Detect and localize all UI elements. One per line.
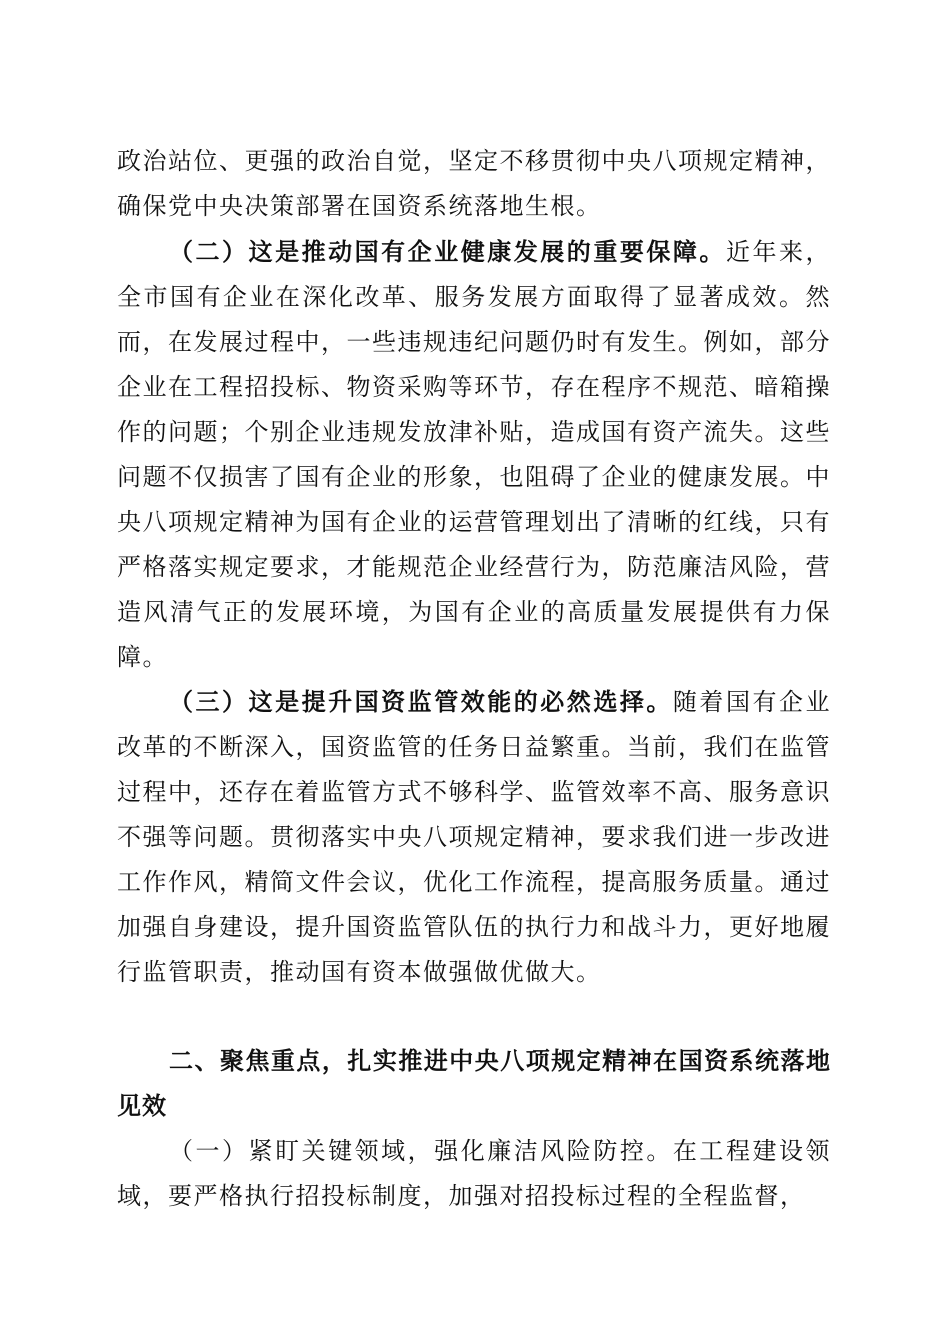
- section-3-lead: （三）这是提升国资监管效能的必然选择。: [169, 687, 673, 716]
- section-paragraph-3: [117, 679, 831, 995]
- section-paragraph-1: [117, 1129, 831, 1219]
- body-text: [117, 139, 831, 229]
- section-2-body: 近年来，全市国有企业在深化改革、服务发展方面取得了显著成效。然而，在发展过程中，一些违规违纪问题仍时有发生。例如，部分企业在工程招投标、物资采购等环节，存在程序不规范、暗箱操作的问题；个别企业违规发放津补贴，造成国有资产流失。这些问题不仅损害了国有企业的形象，也阻碍了企业的健康发展。中央八项规定精神为国有企业的运营管理划出了清晰的红线，只有严格落实规定要求，才能规范企业经营行为，防范廉洁风险，营造风清气正的发展环境，为国有企业的高质量发展提供有力保障。: [117, 238, 831, 671]
- continuation-paragraph: 政治站位、更强的政治自觉，坚定不移贯彻中央八项规定精神，确保党中央决策部署在国资系统落地生根。: [117, 147, 831, 220]
- section-3-block: [117, 679, 831, 995]
- section-2-lead: （二）这是推动国有企业健康发展的重要保障。: [169, 237, 726, 266]
- section-heading: 二、聚焦重点，扎实推进中央八项规定精神在国资系统落地见效: [117, 1047, 831, 1120]
- section-3-body: 随着国有企业改革的不断深入，国资监管的任务日益繁重。当前，我们在监管过程中，还存在着监管方式不够科学、监管效率不高、服务意识不强等问题。贯彻落实中央八项规定精神，要求我们进一步改进工作作风，精简文件会议，优化工作流程，提高服务质量。通过加强自身建设，提升国资监管队伍的执行力和战斗力，更好地履行监管职责，推动国有资本做强做优做大。: [117, 688, 832, 986]
- section-1-body: 在工程建设领域，要严格执行招投标制度，加强对招投标过程的全程监督，: [117, 1137, 832, 1210]
- section-1-block: [117, 1129, 831, 1219]
- heading-block: [117, 1039, 831, 1129]
- section-2-block: [117, 229, 831, 680]
- section-paragraph-2: [117, 229, 831, 680]
- section-1-lead: （一）紧盯关键领域，强化廉洁风险防控。: [169, 1137, 673, 1165]
